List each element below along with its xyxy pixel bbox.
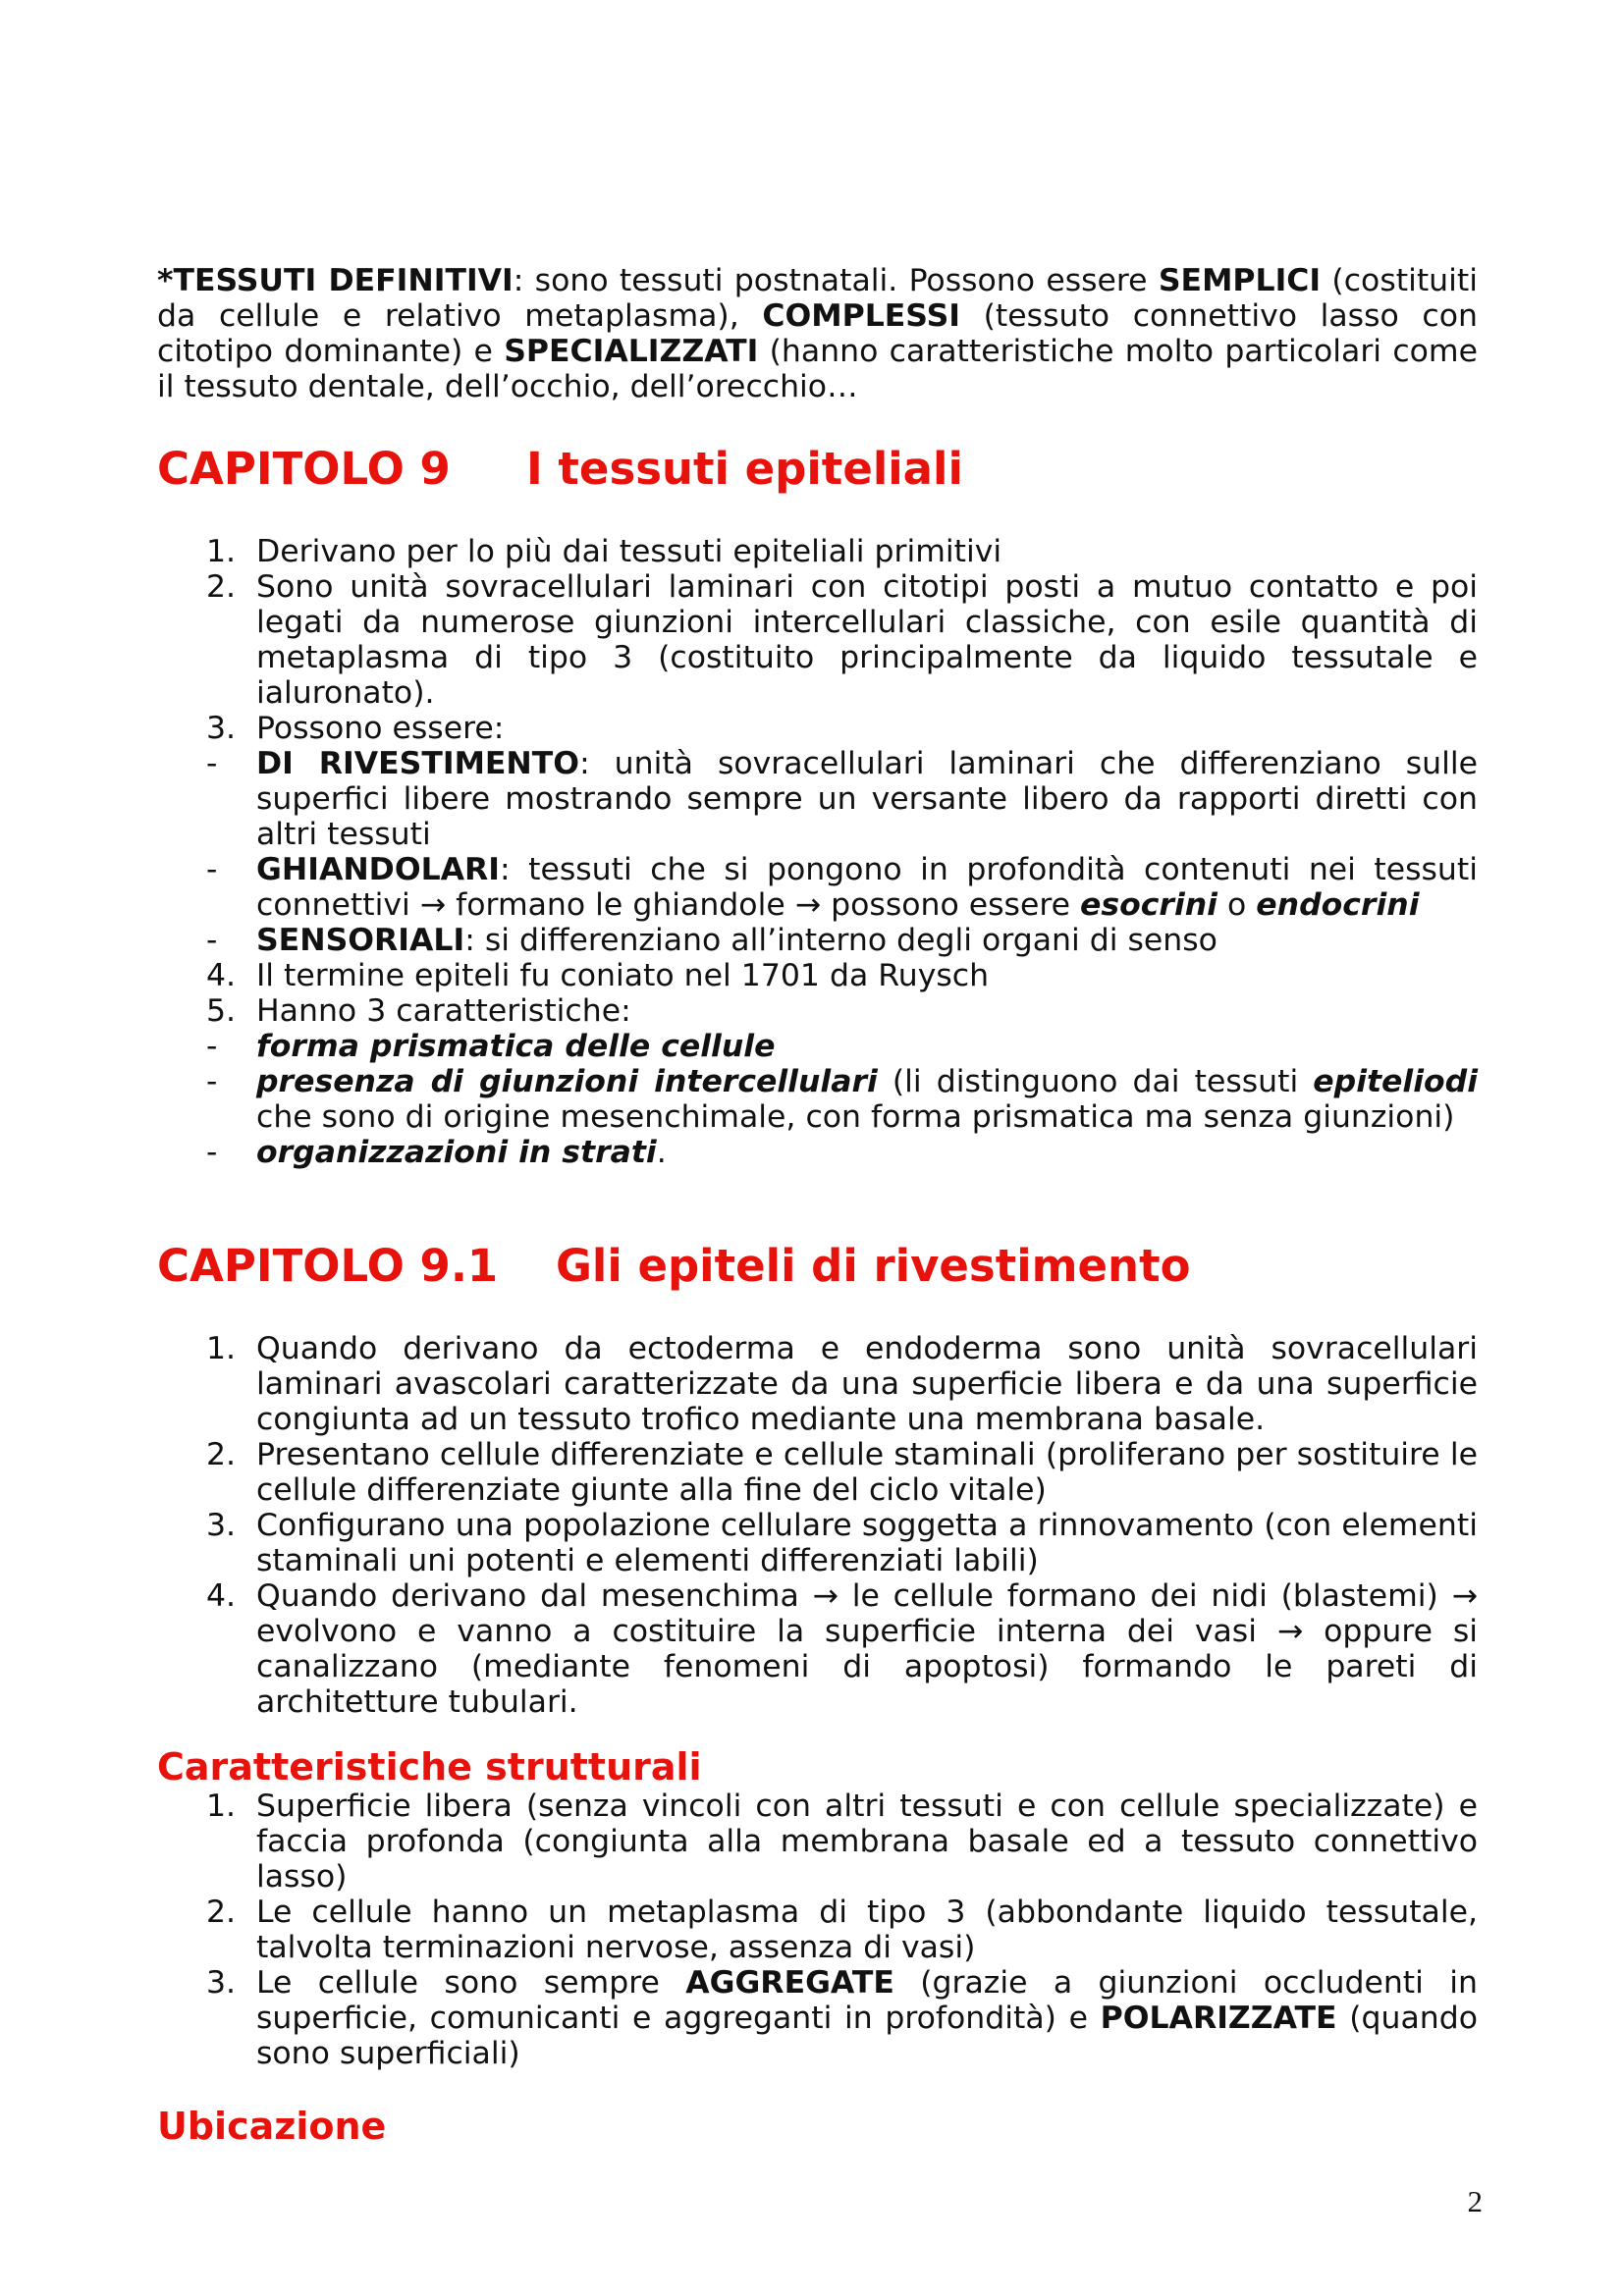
list-item: 5. Hanno 3 caratteristiche: <box>206 993 631 1029</box>
list-item: 4. Quando derivano dal mesenchima → le cellule formano dei nidi (blastemi) → evolvono e vanno a costituire la superficie interna dei vasi → oppure si canalizzano (mediante fenomeni di apoptosi) formando le pareti di architetture tubulari. <box>206 1578 1478 1720</box>
list-item: 3. Le cellule sono sempre AGGREGATE (grazie a giunzioni occludenti in superficie, comunicanti e aggreganti in profondità) e POLARIZZATE (quando sono superficiali) <box>206 1965 1478 2071</box>
page-content <box>157 263 1478 2148</box>
chapter-9-heading <box>157 442 1478 497</box>
arrow-icon: → <box>1276 1614 1304 1649</box>
chapter-9-1-number: CAPITOLO 9.1 <box>157 1240 499 1292</box>
list-item: - organizzazioni in strati. <box>206 1135 667 1170</box>
list-item: 3. Possono essere: <box>206 711 505 746</box>
structural-list <box>157 1789 1478 2071</box>
chapter-9-1-list <box>157 1331 1478 1720</box>
chapter-9-1-heading <box>157 1239 1478 1294</box>
arrow-icon: → <box>419 887 447 923</box>
list-item: - GHIANDOLARI: tessuti che si pongono in profondità contenuti nei tessuti connettivi → formano le ghiandole → possono essere esocrini o endocrini <box>206 852 1478 923</box>
list-item: 1. Superficie libera (senza vincoli con altri tessuti e con cellule specializzate) e faccia profonda (congiunta alla membrana basale ed a tessuto connettivo lasso) <box>206 1789 1478 1895</box>
list-item: - presenza di giunzioni intercellulari (li distinguono dai tessuti epiteliodi che sono di origine mesenchimale, con forma prismatica ma senza giunzioni) <box>206 1064 1478 1135</box>
structural-heading: Caratteristiche strutturali <box>157 1745 702 1789</box>
list-item: - forma prismatica delle cellule <box>206 1029 776 1064</box>
list-item: 1. Quando derivano da ectoderma e endoderma sono unità sovracellulari laminari avascolari caratterizzate da una superficie libera e da una superficie congiunta ad un tessuto trofico mediante una membrana basale. <box>206 1331 1478 1437</box>
chapter-9-number: CAPITOLO 9 <box>157 443 451 495</box>
list-item: 4. Il termine epiteli fu coniato nel 1701 da Ruysch <box>206 958 990 993</box>
list-item: 2. Presentano cellule differenziate e cellule staminali (proliferano per sostituire le cellule differenziate giunte alla fine del ciclo vitale) <box>206 1437 1478 1508</box>
list-item: 3. Configurano una popolazione cellulare soggetta a rinnovamento (con elementi staminali uni potenti e elementi differenziati labili) <box>206 1508 1478 1578</box>
list-item: 1. Derivano per lo più dai tessuti epiteliali primitivi <box>206 534 1002 569</box>
arrow-icon: → <box>812 1578 839 1614</box>
list-item: - SENSORIALI: si differenziano all’interno degli organi di senso <box>206 923 1217 958</box>
page-number: 2 <box>1467 2184 1483 2218</box>
arrow-icon: → <box>1451 1578 1478 1614</box>
list-item: 2. Sono unità sovracellulari laminari con citotipi posti a mutuo contatto e poi legati da numerose giunzioni intercellulari classiche, con esile quantità di metaplasma di tipo 3 (costituito principalmente da liquido tessutale e ialuronato). <box>206 569 1478 711</box>
chapter-9-1-title: Gli epiteli di rivestimento <box>556 1240 1191 1292</box>
list-item: 2. Le cellule hanno un metaplasma di tipo 3 (abbondante liquido tessutale, talvolta terminazioni nervose, assenza di vasi) <box>206 1895 1478 1965</box>
location-heading: Ubicazione <box>157 2105 387 2148</box>
intro-paragraph: *TESSUTI DEFINITIVI: sono tessuti postnatali. Possono essere SEMPLICI (costituiti da cellule e relativo metaplasma), COMPLESSI (tessuto connettivo lasso con citotipo dominante) e SPECIALIZZATI (hanno caratteristiche molto particolari come il tessuto dentale, dell’occhio, dell’orecchio… <box>157 263 1478 404</box>
chapter-9-title: I tessuti epiteliali <box>526 443 963 495</box>
chapter-9-list <box>157 534 1478 1170</box>
list-item: - DI RIVESTIMENTO: unità sovracellulari laminari che differenziano sulle superfici libere mostrando sempre un versante libero da rapporti diretti con altri tessuti <box>206 746 1479 852</box>
arrow-icon: → <box>794 887 822 923</box>
